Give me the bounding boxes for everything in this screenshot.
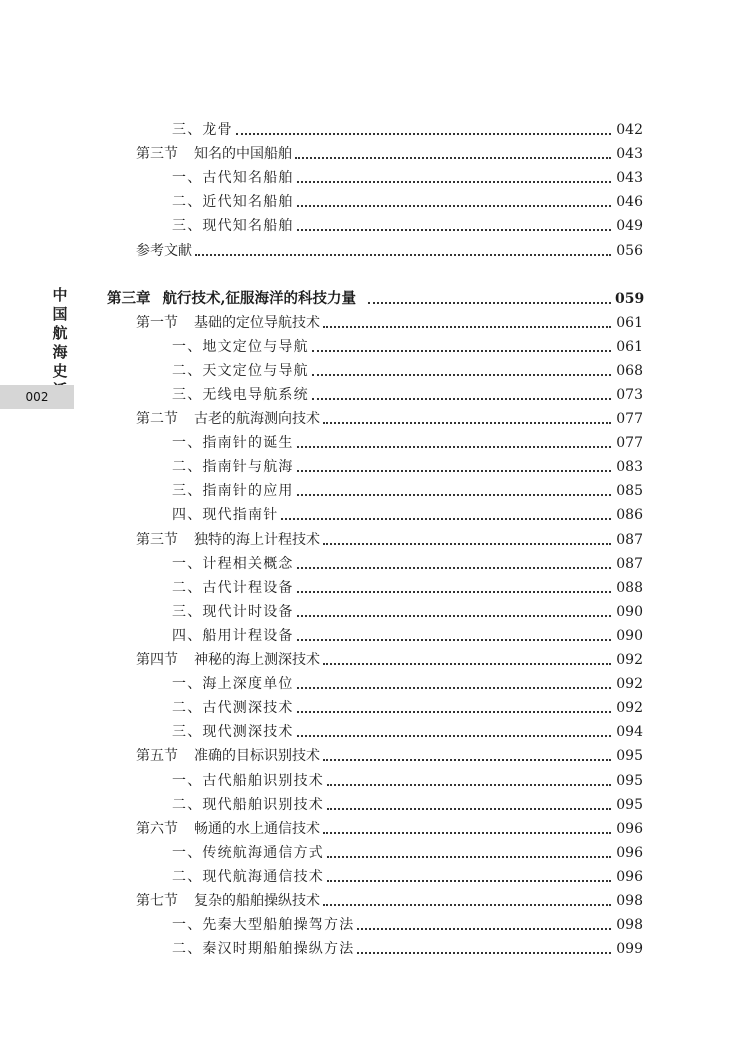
dot-leader — [323, 832, 611, 834]
toc-entry-page: 096 — [616, 844, 643, 861]
toc-entry-number: 二、 — [172, 579, 203, 596]
dot-leader — [297, 470, 611, 472]
toc-entry-number: 四、 — [172, 627, 203, 644]
toc-entry-item — [172, 430, 643, 452]
toc-entry-label — [107, 290, 356, 308]
toc-entry-title: 秦汉时期船舶操纵方法 — [202, 941, 355, 958]
toc-entry-page: 042 — [616, 122, 643, 138]
dot-leader — [195, 254, 611, 256]
toc-entry-item — [172, 117, 643, 139]
book-title-char: 国 — [52, 305, 68, 323]
toc-entry-item — [172, 671, 643, 693]
toc-entry-label — [172, 434, 294, 452]
toc-entry-label — [136, 820, 320, 838]
toc-entry-number: 二、 — [172, 796, 203, 813]
dot-leader — [297, 591, 611, 593]
dot-leader — [297, 711, 611, 713]
toc-entry-label — [172, 916, 354, 934]
toc-entry-title: 近代知名船舶 — [202, 194, 294, 211]
toc-entry-title: 海上深度单位 — [202, 676, 294, 693]
toc-entry-title: 古老的航海测向技术 — [194, 411, 320, 427]
toc-entry-item — [172, 382, 643, 404]
toc-entry-page: 094 — [616, 724, 643, 741]
toc-entry-number: 第五节 — [136, 748, 178, 765]
toc-entry-title: 现代航海通信技术 — [202, 868, 325, 885]
toc-entry-page: 083 — [616, 459, 643, 476]
toc-entry-page: 095 — [616, 772, 643, 789]
toc-entry-item — [172, 551, 643, 573]
dot-leader — [297, 687, 611, 689]
toc-entry-label — [172, 723, 294, 741]
toc-entry-title: 传统航海通信方式 — [202, 844, 325, 861]
toc-entry-page: 092 — [616, 700, 643, 717]
toc-entry-title: 神秘的海上测深技术 — [194, 652, 320, 668]
toc-entry-item — [172, 502, 643, 524]
dot-leader — [312, 374, 611, 376]
toc-entry-page: 090 — [616, 603, 643, 620]
toc-entry-item — [172, 719, 643, 741]
dot-leader — [236, 133, 611, 135]
toc-entry-item — [172, 840, 643, 862]
toc-entry-number: 一、 — [172, 844, 203, 861]
toc-entry-page: 095 — [616, 748, 643, 765]
toc-entry-label — [172, 338, 309, 356]
toc-entry-page: 090 — [616, 627, 643, 644]
dot-leader — [327, 784, 611, 786]
toc-entry-title: 船用计程设备 — [202, 627, 294, 644]
toc-entry-page: 096 — [616, 820, 643, 837]
toc-entry-title: 基础的定位导航技术 — [194, 314, 320, 331]
toc-entry-number: 二、 — [172, 941, 203, 958]
toc-entry-page: 092 — [616, 676, 643, 693]
toc-entry-label — [172, 844, 324, 862]
toc-entry-number: 一、 — [172, 435, 203, 452]
toc-entry-title: 古代测深技术 — [202, 700, 294, 717]
toc-entry-item — [172, 213, 643, 235]
toc-entry-title: 先秦大型船舶操驾方法 — [202, 917, 355, 934]
book-title-char: 中 — [52, 286, 68, 304]
toc-entry-label — [172, 506, 278, 524]
toc-entry-title: 准确的目标识别技术 — [194, 748, 320, 765]
dot-leader — [297, 735, 611, 737]
toc-entry-page: 092 — [616, 652, 643, 668]
toc-entry-title: 计程相关概念 — [202, 555, 294, 572]
book-title-char: 史 — [52, 362, 68, 380]
toc-entry-title: 现代计时设备 — [202, 603, 294, 620]
dot-leader — [357, 952, 611, 954]
toc-entry-page: 046 — [616, 194, 643, 211]
toc-entry-label — [172, 458, 294, 476]
dot-leader — [323, 759, 611, 761]
toc-entry-label — [172, 868, 324, 886]
toc-entry-page: 061 — [616, 314, 643, 331]
toc-entry-label — [172, 699, 294, 717]
toc-entry-item — [172, 623, 643, 645]
toc-entry-label — [136, 314, 320, 332]
toc-entry-label — [172, 169, 294, 187]
toc-entry-page: 059 — [615, 290, 645, 307]
dot-leader — [281, 518, 611, 520]
dot-leader — [312, 350, 611, 352]
toc-entry-page: 061 — [616, 338, 643, 355]
toc-entry-page: 085 — [616, 483, 643, 500]
toc-entry-label — [172, 603, 294, 621]
dot-leader — [312, 398, 611, 400]
toc-entry-chapter — [107, 286, 643, 308]
toc-entry-number: 三、 — [172, 603, 203, 620]
toc-entry-label — [172, 217, 294, 235]
toc-entry-title: 指南针的诞生 — [202, 435, 294, 452]
toc-entry-section — [136, 816, 643, 838]
toc-entry-item — [172, 334, 643, 356]
dot-leader — [297, 229, 611, 231]
toc-entry-title: 现代船舶识别技术 — [202, 796, 325, 813]
dot-leader — [297, 494, 611, 496]
toc-entry-label — [172, 121, 233, 139]
toc-entry-label — [172, 555, 294, 573]
toc-entry-section — [136, 527, 643, 549]
toc-entry-number: 二、 — [172, 700, 203, 717]
dot-leader — [327, 880, 611, 882]
dot-leader — [357, 928, 611, 930]
toc-entry-page: 098 — [616, 917, 643, 934]
toc-entry-page: 087 — [616, 531, 643, 548]
toc-entry-title: 航行技术,征服海洋的科技力量 — [162, 289, 357, 307]
toc-entry-page: 098 — [616, 893, 643, 909]
toc-entry-number: 二、 — [172, 459, 203, 476]
toc-entry-page: 088 — [616, 579, 643, 596]
toc-entry-number: 一、 — [172, 917, 203, 934]
toc-entry-section — [136, 647, 643, 669]
toc-entry-title: 地文定位与导航 — [202, 338, 309, 355]
dot-leader — [327, 808, 611, 810]
dot-leader — [297, 639, 611, 641]
toc-entry-item — [172, 936, 643, 958]
toc-entry-title: 现代测深技术 — [202, 724, 294, 741]
toc-entry-item — [172, 189, 643, 211]
toc-entry-item — [172, 599, 643, 621]
toc-entry-title: 现代知名船舶 — [202, 218, 294, 235]
toc-entry-item — [172, 912, 643, 934]
toc-entry-item — [172, 454, 643, 476]
toc-entry-title: 指南针与航海 — [202, 459, 294, 476]
toc-entry-number: 三、 — [172, 122, 203, 138]
toc-entry-number: 第七节 — [136, 893, 178, 909]
toc-entry-title: 指南针的应用 — [202, 483, 294, 500]
toc-entry-label — [136, 531, 320, 549]
toc-entry-number: 三、 — [172, 386, 203, 403]
dot-leader — [323, 543, 611, 545]
toc-entry-label — [172, 772, 324, 790]
toc-entry-number: 四、 — [172, 507, 203, 524]
toc-entry-item — [172, 478, 643, 500]
dot-leader — [295, 157, 611, 159]
toc-entry-label — [172, 482, 294, 500]
toc-entry-label — [172, 579, 294, 597]
dot-leader — [297, 205, 611, 207]
toc-entry-page: 073 — [616, 386, 643, 403]
toc-entry-title: 龙骨 — [202, 122, 233, 138]
toc-entry-item — [172, 165, 643, 187]
dot-leader — [323, 663, 611, 665]
toc-entry-number: 第六节 — [136, 820, 178, 837]
toc-entry-item — [172, 864, 643, 886]
toc-entry-section — [136, 141, 643, 163]
toc-entry-title: 天文定位与导航 — [202, 362, 309, 379]
dot-leader — [323, 326, 611, 328]
toc-entry-label — [172, 796, 324, 814]
toc-entry-page: 099 — [616, 941, 643, 958]
toc-entry-label — [172, 386, 309, 404]
toc-entry-section — [136, 310, 643, 332]
toc-entry-label — [136, 145, 292, 163]
toc-entry-title: 知名的中国船舶 — [194, 146, 292, 163]
toc-entry-item — [172, 695, 643, 717]
book-title-vertical — [50, 286, 70, 400]
toc-entry-number: 第三节 — [136, 531, 178, 548]
dot-leader — [297, 446, 611, 448]
toc-entry-number: 第二节 — [136, 411, 178, 427]
toc-entry-number: 一、 — [172, 676, 203, 693]
book-title-char: 航 — [52, 324, 68, 342]
toc-entry-label — [136, 747, 320, 765]
toc-entry-section — [136, 888, 643, 910]
dot-leader — [327, 856, 611, 858]
toc-entry-title: 古代知名船舶 — [202, 170, 294, 187]
toc-entry-number: 三、 — [172, 483, 203, 500]
toc-entry-section — [136, 743, 643, 765]
toc-entry-page: 068 — [616, 362, 643, 379]
toc-entry-item — [172, 792, 643, 814]
toc-entry-number: 一、 — [172, 170, 203, 187]
toc-entry-number: 三、 — [172, 218, 203, 235]
toc-entry-number: 第一节 — [136, 314, 178, 331]
toc-entry-page: 095 — [616, 796, 643, 813]
toc-entry-number: 二、 — [172, 194, 203, 211]
toc-entry-title: 畅通的水上通信技术 — [194, 820, 320, 837]
toc-entry-title: 无线电导航系统 — [202, 386, 309, 403]
toc-entry-page: 077 — [616, 411, 643, 427]
toc-entry-label — [136, 892, 320, 910]
toc-entry-label — [136, 651, 320, 669]
toc-entry-page: 077 — [616, 435, 643, 452]
toc-entry-number: 一、 — [172, 338, 203, 355]
dot-leader — [323, 422, 611, 424]
toc-entry-section — [136, 406, 643, 428]
dot-leader — [297, 615, 611, 617]
dot-leader — [297, 181, 611, 183]
toc-entry-label — [136, 410, 320, 428]
toc-entry-number: 二、 — [172, 362, 203, 379]
toc-entry-page: 049 — [616, 218, 643, 235]
toc-entry-page: 086 — [616, 507, 643, 524]
book-title-char: 海 — [52, 343, 68, 361]
toc-entry-number: 第四节 — [136, 652, 178, 668]
toc-entry-item — [172, 575, 643, 597]
toc-entry-title: 参考文献 — [136, 242, 192, 259]
toc-entry-number: 三、 — [172, 724, 203, 741]
toc-entry-label — [172, 675, 294, 693]
dot-leader — [368, 302, 611, 304]
toc-entry-title: 现代指南针 — [202, 507, 279, 524]
toc-entry-label — [136, 242, 192, 260]
toc-entry-number: 二、 — [172, 868, 203, 885]
toc-entry-number: 第三章 — [107, 289, 151, 307]
toc-entry-label — [172, 940, 354, 958]
toc-entry-ref — [136, 238, 643, 260]
toc-entry-number: 一、 — [172, 772, 203, 789]
toc-entry-page: 056 — [616, 242, 643, 259]
toc-entry-title: 古代船舶识别技术 — [202, 772, 325, 789]
dot-leader — [323, 904, 611, 906]
toc-entry-label — [172, 362, 309, 380]
toc-entry-page: 043 — [616, 146, 643, 163]
toc-entry-item — [172, 768, 643, 790]
toc-entry-page: 043 — [616, 170, 643, 187]
dot-leader — [297, 567, 611, 569]
toc-entry-label — [172, 193, 294, 211]
toc-entry-page: 096 — [616, 868, 643, 885]
toc-entry-number: 第三节 — [136, 146, 178, 163]
toc-entry-number: 一、 — [172, 555, 203, 572]
toc-entry-title: 独特的海上计程技术 — [194, 531, 320, 548]
toc-entry-item — [172, 358, 643, 380]
toc-entry-label — [172, 627, 294, 645]
page-number: 002 — [0, 385, 74, 409]
toc-entry-page: 087 — [616, 555, 643, 572]
toc-entry-title: 古代计程设备 — [202, 579, 294, 596]
toc-entry-title: 复杂的船舶操纵技术 — [194, 893, 320, 909]
